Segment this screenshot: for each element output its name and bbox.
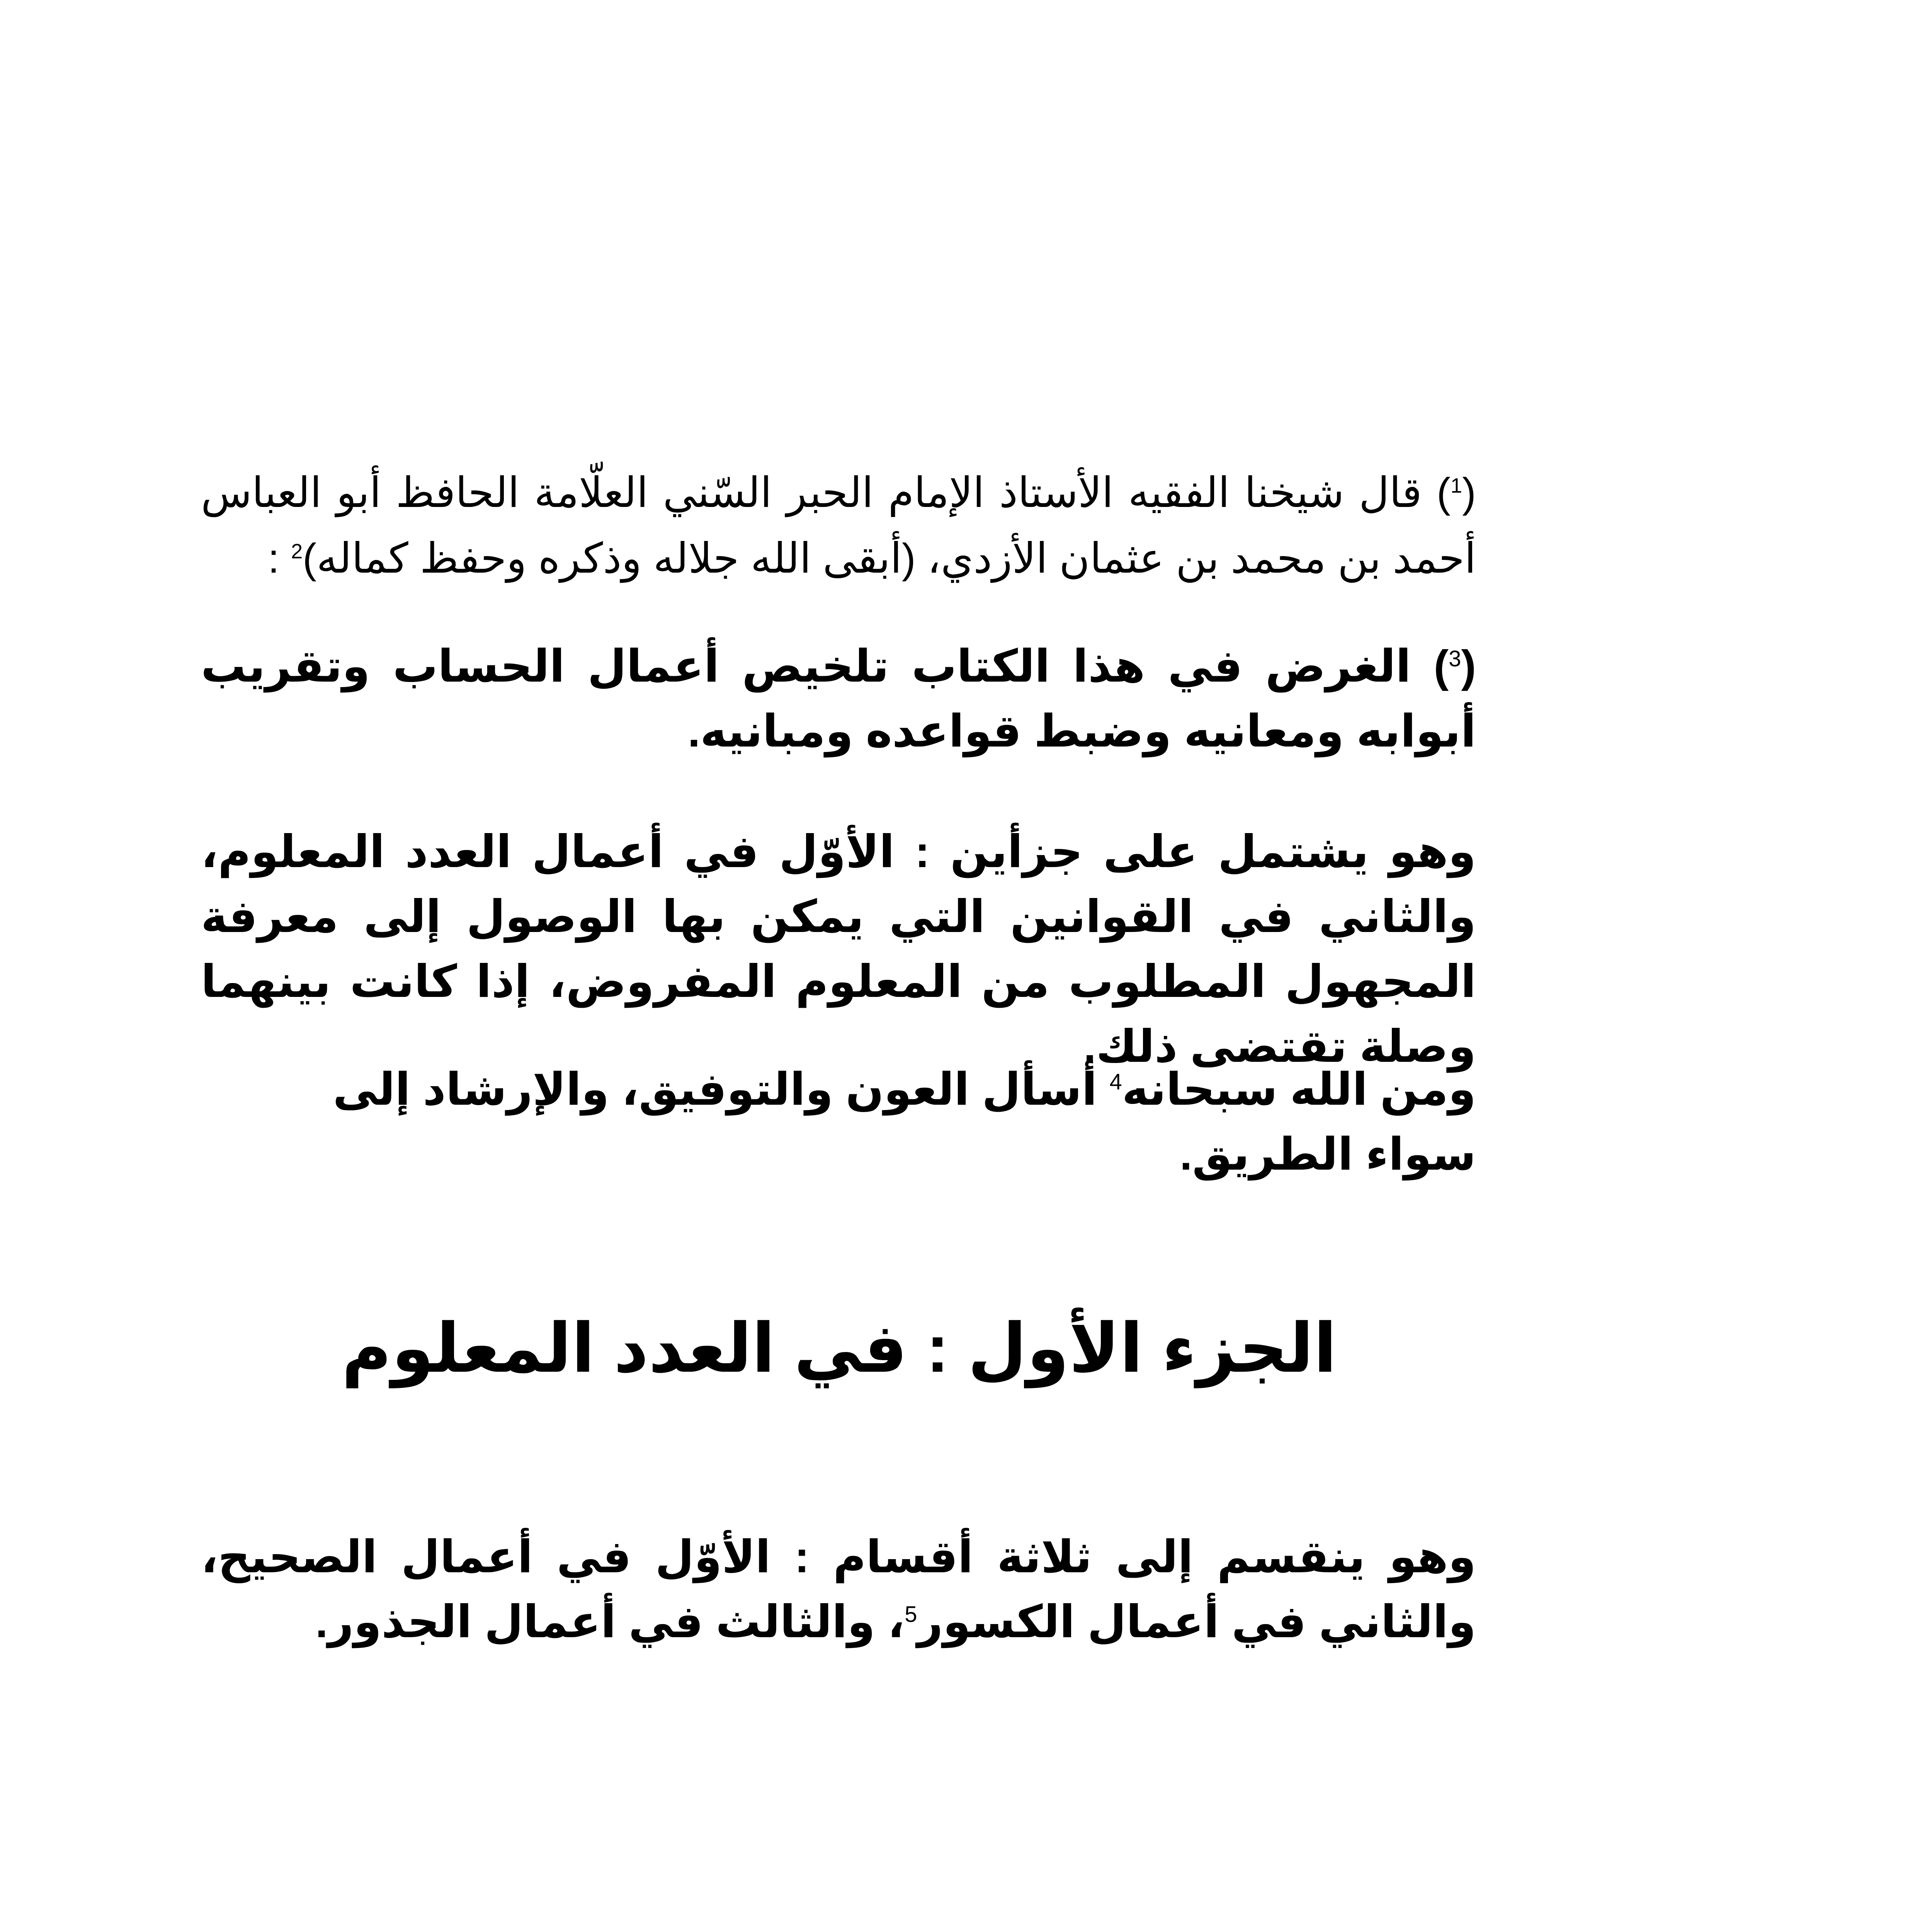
invocation-text-before: ومن الله سبحانه xyxy=(1122,1064,1476,1114)
structure-text: وهو يشتمل على جزأين : الأوّل في أعمال العدد المعلوم، والثاني في القوانين التي يمكن بها الوصول إلى معرفة المجهول المطلوب من المعلوم المفروض، إذا كانت بينهما وصلة تقتضى ذلك. xyxy=(201,827,1476,1071)
section-heading: الجزء الأول : في العدد المعلوم xyxy=(342,1311,1337,1386)
footnote-ref-4[interactable]: 4 xyxy=(1109,1069,1122,1095)
division-paragraph xyxy=(201,1524,1476,1654)
footnote-ref-2[interactable]: 2 xyxy=(291,540,303,563)
intro-text: قال شيخنا الفقيه الأستاذ الإمام الحبر السّني العلّامة الحافظ أبو العباس أحمد بن محمد بن عثمان الأزدي، (أبقى الله جلاله وذكره وحفظ كماله) xyxy=(201,469,1476,582)
invocation-paragraph xyxy=(240,1057,1476,1187)
footnote-ref-3[interactable]: 3 xyxy=(1449,646,1461,672)
invocation-text-after: أسأل العون والتوفيق، والإرشاد إلى سواء الطريق. xyxy=(333,1064,1476,1179)
para1-marker-open: ( xyxy=(1461,641,1476,691)
intro-marker-open: ( xyxy=(1462,469,1476,516)
intro-paragraph xyxy=(201,460,1476,591)
footnote-ref-5[interactable]: 5 xyxy=(905,1602,917,1627)
structure-paragraph xyxy=(201,819,1476,1079)
footnote-ref-1[interactable]: 1 xyxy=(1451,474,1463,497)
division-text-before: وهو ينقسم إلى ثلاثة أقسام : الأوّل في أعمال الصحيح، والثاني في أعمال الكسور xyxy=(201,1532,1476,1647)
purpose-paragraph xyxy=(201,634,1476,764)
division-text-after: ، والثالث في أعمال الجذور. xyxy=(315,1597,905,1647)
para1-marker-close: ) xyxy=(1434,641,1449,691)
intro-marker-close: ) xyxy=(1437,469,1451,516)
purpose-text: الغرض في هذا الكتاب تلخيص أعمال الحساب وتقريب أبوابه ومعانيه وضبط قواعده ومبانيه. xyxy=(201,641,1476,756)
intro-tail: : xyxy=(268,535,291,582)
